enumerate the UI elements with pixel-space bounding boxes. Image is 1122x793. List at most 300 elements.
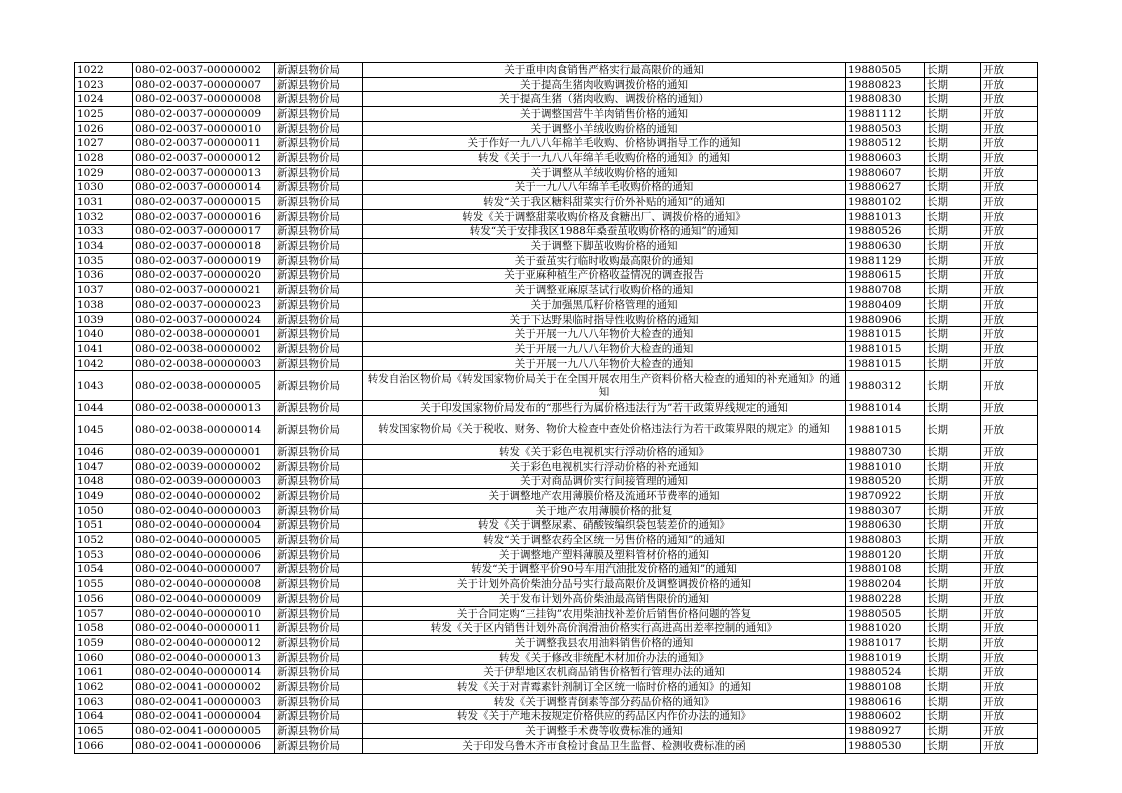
table-row: [75, 312, 1038, 327]
archive-code: 080-02-0040-00000004: [133, 518, 275, 533]
table-row: [75, 650, 1038, 665]
document-title: 转发《关于调整甜菜收购价格及食糖出厂、调拨价格的通知》: [363, 209, 846, 224]
archive-code: 080-02-0038-00000001: [133, 327, 275, 342]
retention-period: 长期: [925, 136, 981, 151]
retention-period: 长期: [925, 709, 981, 724]
document-title: 转发《关于区内销售计划外高价润滑油价格实行高进高出差率控制的通知》: [363, 621, 846, 636]
archive-code: 080-02-0037-00000019: [133, 253, 275, 268]
table-row: [75, 165, 1038, 180]
access-status: 开放: [981, 474, 1038, 489]
access-status: 开放: [981, 547, 1038, 562]
document-title: 关于一九八八年绵羊毛收购价格的通知: [363, 180, 846, 195]
document-date: 19880603: [846, 151, 925, 166]
access-status: 开放: [981, 518, 1038, 533]
table-row: [75, 592, 1038, 607]
document-date: 19880108: [846, 680, 925, 695]
access-status: 开放: [981, 136, 1038, 151]
document-date: 19880830: [846, 92, 925, 107]
row-number: 1025: [75, 107, 133, 122]
table-row: [75, 709, 1038, 724]
document-title: 关于计划外高价柴油分品号实行最高限价及调整调拨价格的通知: [363, 577, 846, 592]
access-status: 开放: [981, 650, 1038, 665]
issuing-organization: 新源县物价局: [275, 283, 363, 298]
document-date: 19880512: [846, 136, 925, 151]
table-row: [75, 459, 1038, 474]
document-title: 关于加强黑瓜籽价格管理的通知: [363, 298, 846, 313]
document-title: 关于亚麻种植生产价格收益情况的调查报告: [363, 268, 846, 283]
table-row: [75, 489, 1038, 504]
access-status: 开放: [981, 577, 1038, 592]
access-status: 开放: [981, 121, 1038, 136]
retention-period: 长期: [925, 298, 981, 313]
row-number: 1056: [75, 592, 133, 607]
issuing-organization: 新源县物价局: [275, 151, 363, 166]
archive-code: 080-02-0037-00000008: [133, 92, 275, 107]
row-number: 1042: [75, 356, 133, 371]
table-row: [75, 77, 1038, 92]
document-date: 19880409: [846, 298, 925, 313]
document-page: [74, 62, 1037, 754]
retention-period: 长期: [925, 665, 981, 680]
retention-period: 长期: [925, 283, 981, 298]
issuing-organization: 新源县物价局: [275, 224, 363, 239]
table-row: [75, 283, 1038, 298]
access-status: 开放: [981, 342, 1038, 357]
retention-period: 长期: [925, 107, 981, 122]
issuing-organization: 新源县物价局: [275, 415, 363, 445]
issuing-organization: 新源县物价局: [275, 445, 363, 460]
document-date: 19881015: [846, 356, 925, 371]
document-title: 关于调整手术费等收费标准的通知: [363, 724, 846, 739]
document-date: 19881013: [846, 209, 925, 224]
row-number: 1050: [75, 503, 133, 518]
document-date: 19880615: [846, 268, 925, 283]
document-title: 转发“关于安排我区1988年桑蚕茧收购价格的通知”的通知: [363, 224, 846, 239]
document-date: 19880630: [846, 239, 925, 254]
access-status: 开放: [981, 327, 1038, 342]
archive-code: 080-02-0038-00000005: [133, 371, 275, 401]
archive-code: 080-02-0040-00000005: [133, 533, 275, 548]
table-row: [75, 665, 1038, 680]
archive-code: 080-02-0040-00000010: [133, 606, 275, 621]
archive-code: 080-02-0038-00000013: [133, 400, 275, 415]
archive-code: 080-02-0038-00000003: [133, 356, 275, 371]
row-number: 1028: [75, 151, 133, 166]
retention-period: 长期: [925, 415, 981, 445]
document-title: 关于调整国营牛羊肉销售价格的通知: [363, 107, 846, 122]
access-status: 开放: [981, 77, 1038, 92]
access-status: 开放: [981, 63, 1038, 78]
issuing-organization: 新源县物价局: [275, 121, 363, 136]
document-date: 19881129: [846, 253, 925, 268]
retention-period: 长期: [925, 165, 981, 180]
table-row: [75, 195, 1038, 210]
row-number: 1058: [75, 621, 133, 636]
retention-period: 长期: [925, 489, 981, 504]
row-number: 1051: [75, 518, 133, 533]
access-status: 开放: [981, 151, 1038, 166]
retention-period: 长期: [925, 636, 981, 651]
issuing-organization: 新源县物价局: [275, 180, 363, 195]
document-title: 关于彩色电视机实行浮动价格的补充通知: [363, 459, 846, 474]
access-status: 开放: [981, 680, 1038, 695]
issuing-organization: 新源县物价局: [275, 680, 363, 695]
archive-code: 080-02-0040-00000006: [133, 547, 275, 562]
archive-code: 080-02-0037-00000009: [133, 107, 275, 122]
document-date: 19880607: [846, 165, 925, 180]
retention-period: 长期: [925, 503, 981, 518]
issuing-organization: 新源县物价局: [275, 239, 363, 254]
document-title: 转发《关于一九八八年绵羊毛收购价格的通知》的通知: [363, 151, 846, 166]
row-number: 1036: [75, 268, 133, 283]
archive-code: 080-02-0038-00000002: [133, 342, 275, 357]
row-number: 1038: [75, 298, 133, 313]
table-row: [75, 694, 1038, 709]
document-date: 19881020: [846, 621, 925, 636]
row-number: 1033: [75, 224, 133, 239]
row-number: 1044: [75, 400, 133, 415]
issuing-organization: 新源县物价局: [275, 253, 363, 268]
table-row: [75, 533, 1038, 548]
document-title: 关于下达野果临时指导性收购价格的通知: [363, 312, 846, 327]
archive-code: 080-02-0040-00000011: [133, 621, 275, 636]
issuing-organization: 新源县物价局: [275, 92, 363, 107]
access-status: 开放: [981, 224, 1038, 239]
document-title: 关于地产农用薄膜价格的批复: [363, 503, 846, 518]
table-row: [75, 680, 1038, 695]
archive-code: 080-02-0040-00000012: [133, 636, 275, 651]
retention-period: 长期: [925, 606, 981, 621]
document-date: 19880906: [846, 312, 925, 327]
access-status: 开放: [981, 709, 1038, 724]
issuing-organization: 新源县物价局: [275, 636, 363, 651]
document-date: 19880503: [846, 121, 925, 136]
issuing-organization: 新源县物价局: [275, 665, 363, 680]
document-title: 关于作好一九八八年棉羊毛收购、价格协调指导工作的通知: [363, 136, 846, 151]
document-date: 19870922: [846, 489, 925, 504]
issuing-organization: 新源县物价局: [275, 474, 363, 489]
access-status: 开放: [981, 606, 1038, 621]
issuing-organization: 新源县物价局: [275, 136, 363, 151]
document-date: 19881014: [846, 400, 925, 415]
document-date: 19880120: [846, 547, 925, 562]
issuing-organization: 新源县物价局: [275, 63, 363, 78]
document-title: 转发《关于彩色电视机实行浮动价格的通知》: [363, 445, 846, 460]
row-number: 1065: [75, 724, 133, 739]
document-title: 转发《关于产地未按规定价格供应的药品区内作价办法的通知》: [363, 709, 846, 724]
row-number: 1060: [75, 650, 133, 665]
row-number: 1064: [75, 709, 133, 724]
access-status: 开放: [981, 665, 1038, 680]
archive-code: 080-02-0038-00000014: [133, 415, 275, 445]
table-row: [75, 239, 1038, 254]
retention-period: 长期: [925, 533, 981, 548]
retention-period: 长期: [925, 239, 981, 254]
archive-code: 080-02-0040-00000002: [133, 489, 275, 504]
issuing-organization: 新源县物价局: [275, 547, 363, 562]
row-number: 1047: [75, 459, 133, 474]
archive-code: 080-02-0041-00000002: [133, 680, 275, 695]
row-number: 1045: [75, 415, 133, 445]
document-title: 转发《关于修改非统配木材加价办法的通知》: [363, 650, 846, 665]
archive-code: 080-02-0041-00000006: [133, 738, 275, 753]
archive-code: 080-02-0037-00000013: [133, 165, 275, 180]
row-number: 1032: [75, 209, 133, 224]
document-title: 关于对商品调价实行间接管理的通知: [363, 474, 846, 489]
retention-period: 长期: [925, 77, 981, 92]
archive-code: 080-02-0037-00000023: [133, 298, 275, 313]
document-title: 转发“关于我区糖料甜菜实行价外补贴的通知”的通知: [363, 195, 846, 210]
access-status: 开放: [981, 503, 1038, 518]
table-row: [75, 63, 1038, 78]
archive-code: 080-02-0040-00000008: [133, 577, 275, 592]
access-status: 开放: [981, 694, 1038, 709]
row-number: 1023: [75, 77, 133, 92]
row-number: 1053: [75, 547, 133, 562]
access-status: 开放: [981, 415, 1038, 445]
retention-period: 长期: [925, 650, 981, 665]
access-status: 开放: [981, 312, 1038, 327]
document-date: 19880520: [846, 474, 925, 489]
document-title: 关于调整地产农用薄膜价格及流通环节费率的通知: [363, 489, 846, 504]
row-number: 1049: [75, 489, 133, 504]
document-date: 19880530: [846, 738, 925, 753]
access-status: 开放: [981, 445, 1038, 460]
row-number: 1031: [75, 195, 133, 210]
document-title: 关于调整小羊绒收购价格的通知: [363, 121, 846, 136]
table-row: [75, 503, 1038, 518]
issuing-organization: 新源县物价局: [275, 533, 363, 548]
retention-period: 长期: [925, 209, 981, 224]
access-status: 开放: [981, 562, 1038, 577]
archive-code: 080-02-0037-00000007: [133, 77, 275, 92]
document-date: 19880708: [846, 283, 925, 298]
document-date: 19880526: [846, 224, 925, 239]
row-number: 1040: [75, 327, 133, 342]
document-title: 转发“关于调整平价90号车用汽油批发价格的通知”的通知: [363, 562, 846, 577]
table-row: [75, 121, 1038, 136]
issuing-organization: 新源县物价局: [275, 738, 363, 753]
issuing-organization: 新源县物价局: [275, 342, 363, 357]
issuing-organization: 新源县物价局: [275, 621, 363, 636]
row-number: 1048: [75, 474, 133, 489]
document-date: 19881015: [846, 327, 925, 342]
table-row: [75, 253, 1038, 268]
document-date: 19880505: [846, 63, 925, 78]
retention-period: 长期: [925, 253, 981, 268]
row-number: 1026: [75, 121, 133, 136]
retention-period: 长期: [925, 63, 981, 78]
row-number: 1061: [75, 665, 133, 680]
access-status: 开放: [981, 636, 1038, 651]
table-row: [75, 445, 1038, 460]
retention-period: 长期: [925, 459, 981, 474]
table-row: [75, 562, 1038, 577]
issuing-organization: 新源县物价局: [275, 577, 363, 592]
access-status: 开放: [981, 459, 1038, 474]
row-number: 1039: [75, 312, 133, 327]
retention-period: 长期: [925, 577, 981, 592]
document-title: 关于印发乌鲁木齐市食检讨食品卫生监督、检测收费标准的函: [363, 738, 846, 753]
row-number: 1027: [75, 136, 133, 151]
issuing-organization: 新源县物价局: [275, 327, 363, 342]
table-row: [75, 268, 1038, 283]
table-row: [75, 342, 1038, 357]
table-row: [75, 547, 1038, 562]
document-title: 关于开展一九八八年物价大检查的通知: [363, 356, 846, 371]
document-date: 19881112: [846, 107, 925, 122]
retention-period: 长期: [925, 342, 981, 357]
table-row: [75, 577, 1038, 592]
issuing-organization: 新源县物价局: [275, 356, 363, 371]
document-date: 19880505: [846, 606, 925, 621]
document-date: 19880524: [846, 665, 925, 680]
archive-code: 080-02-0041-00000003: [133, 694, 275, 709]
document-title: 关于伊犁地区农机商品销售价格暂行管理办法的通知: [363, 665, 846, 680]
access-status: 开放: [981, 592, 1038, 607]
document-date: 19880602: [846, 709, 925, 724]
document-title: 关于提高生猪（猪肉收购、调拨价格的通知）: [363, 92, 846, 107]
catalog-body: [75, 63, 1038, 754]
table-row: [75, 621, 1038, 636]
archive-code: 080-02-0037-00000024: [133, 312, 275, 327]
document-title: 关于蚕茧实行临时收购最高限价的通知: [363, 253, 846, 268]
document-title: 关于调整我县农用油料销售价格的通知: [363, 636, 846, 651]
document-date: 19880803: [846, 533, 925, 548]
table-row: [75, 636, 1038, 651]
document-date: 19881015: [846, 342, 925, 357]
archive-code: 080-02-0037-00000020: [133, 268, 275, 283]
document-title: 转发国家物价局《关于税收、财务、物价大检查中查处价格违法行为若干政策界限的规定》的通知: [363, 415, 846, 445]
archive-code: 080-02-0040-00000009: [133, 592, 275, 607]
issuing-organization: 新源县物价局: [275, 459, 363, 474]
table-row: [75, 224, 1038, 239]
retention-period: 长期: [925, 445, 981, 460]
access-status: 开放: [981, 400, 1038, 415]
document-date: 19880927: [846, 724, 925, 739]
access-status: 开放: [981, 195, 1038, 210]
retention-period: 长期: [925, 327, 981, 342]
access-status: 开放: [981, 298, 1038, 313]
row-number: 1046: [75, 445, 133, 460]
document-date: 19880312: [846, 371, 925, 401]
archive-code: 080-02-0037-00000002: [133, 63, 275, 78]
document-title: 关于印发国家物价局发布的“那些行为属价格违法行为”若干政策界线规定的通知: [363, 400, 846, 415]
archive-code: 080-02-0037-00000011: [133, 136, 275, 151]
table-row: [75, 151, 1038, 166]
issuing-organization: 新源县物价局: [275, 562, 363, 577]
table-row: [75, 400, 1038, 415]
document-date: 19880204: [846, 577, 925, 592]
document-title: 转发“关于调整农药全区统一另售价格的通知”的通知: [363, 533, 846, 548]
row-number: 1035: [75, 253, 133, 268]
row-number: 1043: [75, 371, 133, 401]
document-title: 关于合同定购“三挂钩”农用柴油找补差价后销售价格问题的答复: [363, 606, 846, 621]
table-row: [75, 474, 1038, 489]
row-number: 1022: [75, 63, 133, 78]
archive-code: 080-02-0037-00000017: [133, 224, 275, 239]
archive-code: 080-02-0037-00000014: [133, 180, 275, 195]
retention-period: 长期: [925, 621, 981, 636]
access-status: 开放: [981, 92, 1038, 107]
table-row: [75, 518, 1038, 533]
table-row: [75, 92, 1038, 107]
document-date: 19880307: [846, 503, 925, 518]
document-title: 关于重申肉食销售严格实行最高限价的通知: [363, 63, 846, 78]
table-row: [75, 724, 1038, 739]
document-title: 关于调整下脚茧收购价格的通知: [363, 239, 846, 254]
table-row: [75, 356, 1038, 371]
document-title: 转发《关于对青霉素针剂制订全区统一临时价格的通知》的通知: [363, 680, 846, 695]
retention-period: 长期: [925, 400, 981, 415]
archive-code: 080-02-0037-00000021: [133, 283, 275, 298]
table-row: [75, 298, 1038, 313]
issuing-organization: 新源县物价局: [275, 312, 363, 327]
retention-period: 长期: [925, 474, 981, 489]
document-date: 19881017: [846, 636, 925, 651]
access-status: 开放: [981, 371, 1038, 401]
retention-period: 长期: [925, 371, 981, 401]
document-date: 19880228: [846, 592, 925, 607]
retention-period: 长期: [925, 547, 981, 562]
table-row: [75, 327, 1038, 342]
access-status: 开放: [981, 209, 1038, 224]
document-title: 转发《关于调整尿素、硝酸铵编织袋包装差价的通知》: [363, 518, 846, 533]
retention-period: 长期: [925, 724, 981, 739]
access-status: 开放: [981, 165, 1038, 180]
retention-period: 长期: [925, 268, 981, 283]
row-number: 1066: [75, 738, 133, 753]
document-date: 19881010: [846, 459, 925, 474]
row-number: 1059: [75, 636, 133, 651]
table-row: [75, 209, 1038, 224]
document-date: 19880630: [846, 518, 925, 533]
archive-code: 080-02-0040-00000003: [133, 503, 275, 518]
access-status: 开放: [981, 239, 1038, 254]
archive-code: 080-02-0041-00000004: [133, 709, 275, 724]
issuing-organization: 新源县物价局: [275, 77, 363, 92]
archive-code: 080-02-0039-00000003: [133, 474, 275, 489]
retention-period: 长期: [925, 92, 981, 107]
table-row: [75, 738, 1038, 753]
document-date: 19880616: [846, 694, 925, 709]
document-title: 关于开展一九八八年物价大检查的通知: [363, 327, 846, 342]
retention-period: 长期: [925, 180, 981, 195]
retention-period: 长期: [925, 121, 981, 136]
retention-period: 长期: [925, 518, 981, 533]
archive-code: 080-02-0037-00000018: [133, 239, 275, 254]
row-number: 1062: [75, 680, 133, 695]
retention-period: 长期: [925, 312, 981, 327]
archive-code: 080-02-0039-00000002: [133, 459, 275, 474]
document-title: 关于调整从羊绒收购价格的通知: [363, 165, 846, 180]
issuing-organization: 新源县物价局: [275, 400, 363, 415]
document-title: 关于开展一九八八年物价大检查的通知: [363, 342, 846, 357]
document-date: 19880102: [846, 195, 925, 210]
retention-period: 长期: [925, 151, 981, 166]
document-date: 19881019: [846, 650, 925, 665]
access-status: 开放: [981, 356, 1038, 371]
retention-period: 长期: [925, 738, 981, 753]
archive-code: 080-02-0041-00000005: [133, 724, 275, 739]
archive-code: 080-02-0037-00000016: [133, 209, 275, 224]
row-number: 1054: [75, 562, 133, 577]
table-row: [75, 107, 1038, 122]
issuing-organization: 新源县物价局: [275, 165, 363, 180]
archive-code: 080-02-0039-00000001: [133, 445, 275, 460]
retention-period: 长期: [925, 562, 981, 577]
retention-period: 长期: [925, 592, 981, 607]
